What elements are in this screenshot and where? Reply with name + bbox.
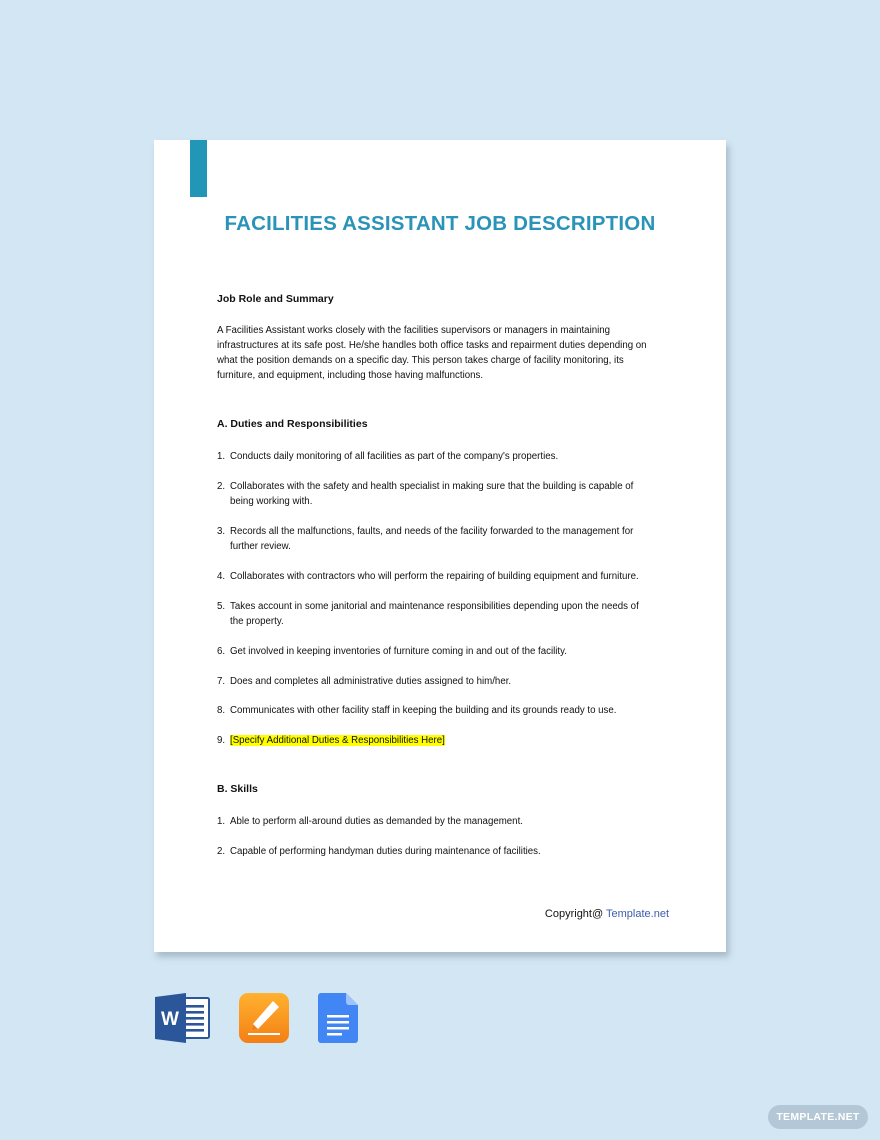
job-role-heading: Job Role and Summary <box>217 293 334 305</box>
copyright-notice <box>545 908 669 920</box>
duty-number: 1. <box>217 451 226 462</box>
duty-text: being working with. <box>230 496 313 507</box>
summary-line: infrastructures at its safe post. He/she handles both office tasks and repairment duties depending on <box>217 340 647 351</box>
duty-text: further review. <box>230 541 291 552</box>
skill-item <box>217 844 672 859</box>
duty-item <box>217 599 672 629</box>
duty-text: Get involved in keeping inventories of furniture coming in and out of the facility. <box>230 646 567 657</box>
duty-item <box>217 449 672 464</box>
summary-line: what the position demands on a specific day. This person takes charge of facility monitoring, its <box>217 355 624 366</box>
summary-line: A Facilities Assistant works closely with the facilities supervisors or managers in maintaining <box>217 325 611 336</box>
duty-text: Does and completes all administrative duties assigned to him/her. <box>230 676 512 687</box>
duty-item <box>217 644 672 659</box>
document-page <box>154 140 726 952</box>
duty-number: 9. <box>217 735 226 746</box>
duty-number: 6. <box>217 646 226 657</box>
skill-number: 2. <box>217 846 226 857</box>
copyright-prefix: Copyright@ <box>544 908 607 920</box>
duty-text: Records all the malfunctions, faults, and needs of the facility forwarded to the management for <box>230 526 634 537</box>
duty-item <box>217 569 672 584</box>
duty-text: the property. <box>230 616 284 627</box>
placeholder-highlight[interactable]: [Specify Additional Duties & Responsibilities Here] <box>230 735 445 746</box>
duty-text: Collaborates with the safety and health specialist in making sure that the building is capable of <box>230 481 634 492</box>
svg-text:W: W <box>161 1009 179 1030</box>
summary-line: furniture, and equipment, including those having malfunctions. <box>217 370 484 381</box>
template-net-watermark: TEMPLATE.NET <box>768 1105 868 1129</box>
skills-heading: B. Skills <box>217 783 258 795</box>
skill-text: Able to perform all-around duties as demanded by the management. <box>230 816 523 827</box>
pages-icon[interactable] <box>239 993 289 1048</box>
document-title: FACILITIES ASSISTANT JOB DESCRIPTION <box>224 212 656 235</box>
accent-bar <box>190 140 207 197</box>
duty-number: 7. <box>217 676 226 687</box>
skill-item <box>217 814 672 829</box>
duty-text: Collaborates with contractors who will perform the repairing of building equipment and furniture. <box>230 571 639 582</box>
duty-item <box>217 479 672 509</box>
duty-text: Conducts daily monitoring of all facilities as part of the company's properties. <box>230 451 559 462</box>
duty-number: 4. <box>217 571 226 582</box>
skill-text: Capable of performing handyman duties during maintenance of facilities. <box>230 846 541 857</box>
duty-number: 5. <box>217 601 226 612</box>
duty-item <box>217 524 672 554</box>
duty-text: Communicates with other facility staff in keeping the building and its grounds ready to use. <box>230 705 617 716</box>
copyright-link[interactable]: Template.net <box>606 908 669 920</box>
duty-text: Takes account in some janitorial and maintenance responsibilities depending upon the needs of <box>230 601 639 612</box>
duty-number: 8. <box>217 705 226 716</box>
duty-number: 2. <box>217 481 226 492</box>
word-icon[interactable] <box>155 993 211 1048</box>
duty-item <box>217 733 672 748</box>
duty-item <box>217 674 672 689</box>
duties-heading: A. Duties and Responsibilities <box>217 418 368 430</box>
duty-number: 3. <box>217 526 226 537</box>
summary-paragraph <box>217 323 672 383</box>
google-docs-icon[interactable] <box>318 993 358 1048</box>
skill-number: 1. <box>217 816 226 827</box>
duty-item <box>217 703 672 718</box>
